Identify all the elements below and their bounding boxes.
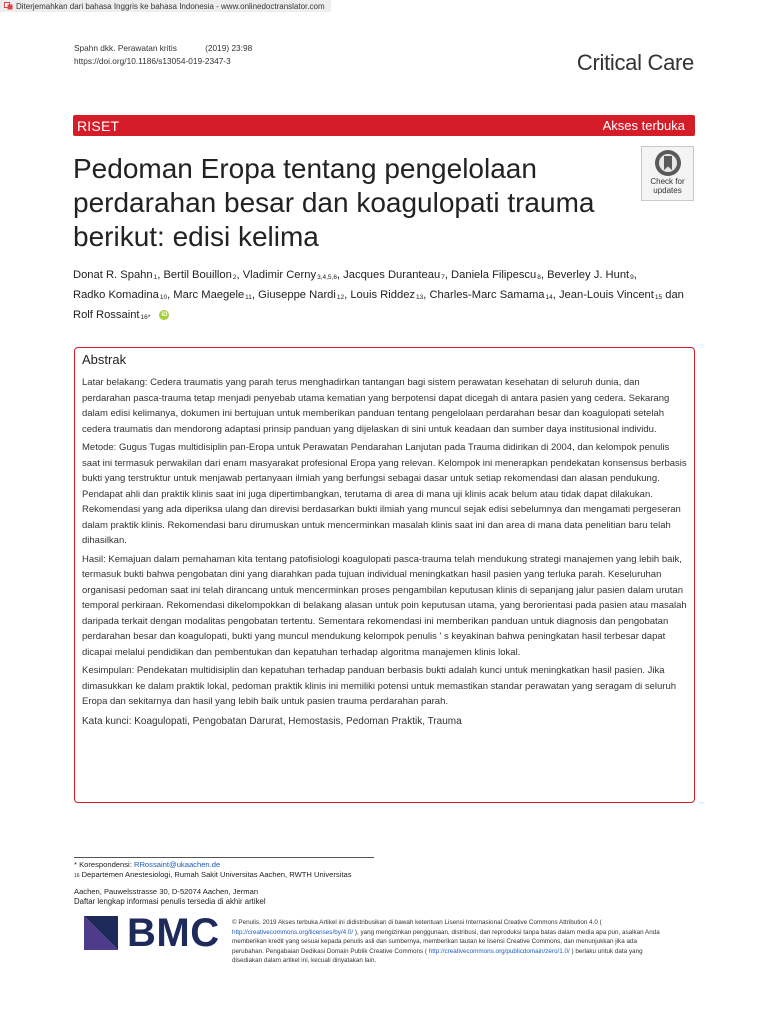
author-name[interactable]: Beverley J. Hunt <box>547 269 630 281</box>
translate-icon <box>4 2 13 10</box>
author-name[interactable]: Daniela Filipescu <box>451 269 537 281</box>
author-separator: , <box>167 289 171 301</box>
check-badge-line1: Check for <box>650 177 685 186</box>
author-affiliation: 10 <box>159 294 168 301</box>
translator-banner-text: Diterjemahkan dari bahasa Inggris ke bahasa Indonesia - www.onlinedoctranslator.com <box>16 1 325 11</box>
doi-link[interactable]: https://doi.org/10.1186/s13054-019-2347-3 <box>74 55 231 66</box>
author-affiliation: 3,4,5,6 <box>317 274 337 281</box>
author-affiliation: 1 <box>153 274 158 281</box>
author-affiliation: 16* <box>140 314 151 321</box>
abstract-box <box>74 347 695 803</box>
license-link-zero[interactable]: http://creativecommons.org/publicdomain/zero/1.0/ <box>428 947 570 955</box>
author-name[interactable]: Bertil Bouillon <box>163 269 232 281</box>
author-separator: , <box>540 269 544 281</box>
bmc-logo-text: BMC <box>127 911 220 955</box>
author-separator: , <box>251 289 256 301</box>
abstract-conclusions: Kesimpulan: Pendekatan multidisiplin dan kepatuhan terhadap panduan berbasis bukti adalah kunci untuk meningkatkan hasil pasien. Jika dimasukkan ke dalam praktik lokal, pedoman praktik klinis ini memiliki potensi untuk memastikan standar perawatan yang seragam di seluruh Eropa dan sekitarnya dan hasil yang lebih baik untuk pasien trauma perdarahan parah. <box>82 665 677 707</box>
full-author-info-note: Daftar lengkap informasi penulis tersedia di akhir artikel <box>74 896 266 906</box>
correspondence-label: * Korespondensi: <box>74 860 132 869</box>
affiliation-address: Aachen, Pauwelsstrasse 30, D-52074 Aachen, Jerman <box>74 887 259 896</box>
author-separator: , <box>157 269 161 281</box>
footnote-divider <box>74 857 374 858</box>
citation: Spahn dkk. Perawatan kritis <box>74 43 177 53</box>
author-affiliation: 9 <box>630 274 634 281</box>
year-volume: (2019) 23:98 <box>205 43 253 53</box>
check-badge-line2: updates <box>653 185 682 195</box>
author-separator: , <box>236 269 240 281</box>
check-for-updates-badge[interactable] <box>641 146 694 201</box>
author-separator: , <box>344 289 348 301</box>
author-list <box>73 266 693 326</box>
author-affiliation: 13 <box>416 294 424 301</box>
author-name[interactable]: Giuseppe Nardi <box>258 289 336 301</box>
abstract-keywords: Kata kunci: Koagulopati, Pengobatan Darurat, Hemostasis, Pedoman Praktik, Trauma <box>82 715 462 727</box>
license-part3: ) berlaku untuk data yang disediakan dalam artikel ini, kecuali dinyatakan lain. <box>232 947 643 965</box>
author-name[interactable]: Rolf Rossaint <box>73 309 140 321</box>
article-type-band <box>73 115 695 136</box>
affiliation-number: 16 <box>74 872 80 879</box>
author-affiliation: 11 <box>245 294 252 301</box>
bookmark-ribbon-icon <box>654 149 682 177</box>
affiliation-text: Departemen Anestesiologi, Rumah Sakit Universitas Aachen, RWTH Universitas <box>81 869 352 879</box>
correspondence-email[interactable]: RRossaint@ukaachen.de <box>133 860 221 869</box>
author-separator: , <box>336 269 341 281</box>
author-name[interactable]: Louis Riddez <box>350 289 416 301</box>
author-name[interactable]: Jean-Louis Vincent <box>558 289 654 301</box>
bmc-logo-mark-icon <box>84 916 118 950</box>
license-link-by[interactable]: http://creativecommons.org/licenses/by/4.0/ <box>232 928 354 936</box>
author-separator: dan <box>662 289 684 301</box>
author-name[interactable]: Marc Maegele <box>173 289 245 301</box>
abstract-methods: Metode: Gugus Tugas multidisiplin pan-Eropa untuk Perawatan Pendarahan Lanjutan pada Trauma didirikan di 2004, dan kelompok penulis saat ini termasuk perwakilan dari enam masyarakat profesional Eropa yang relevan. Kelompok ini menerapkan pendekatan konsensus berbasis bukti yang terstruktur untuk menjawab pertanyaan ilmiah yang berfungsi sebagai dasar untuk setiap rekomendasi dan alasan pendukung. Pendapat ahli dan praktik klinis saat ini juga dipertimbangkan, terutama di area di mana uji klinis acak belum atau tidak dapat dilakukan. Rekomendasi yang ada diperiksa ulang dan direvisi berdasarkan bukti ilmiah yang muncul sejak edisi sebelumnya dan mengamati pergeseran dalam praktik klinis. Rekomendasi baru dirumuskan untuk mencerminkan masalah klinis saat ini dan area di mana data penelitian baru telah dihasilkan. <box>82 442 687 546</box>
license-part2: ), yang mengizinkan penggunaan, distribusi, dan reproduksi tanpa batas dalam media apa pun, asalkan Anda memberikan kredit yang sesuai kepada penulis asli dan sumbernya, memberikan tautan ke lisensi Creative Commons, dan menunjukkan jika ada perubahan. Pengabaian Dedikasi Domain Publik Creative Commons ( <box>232 928 660 955</box>
open-access-label: Akses terbuka <box>602 118 685 133</box>
author-name[interactable]: Donat R. Spahn <box>73 269 153 281</box>
author-name[interactable]: Charles-Marc Samama <box>429 289 545 301</box>
translator-banner[interactable] <box>0 0 331 12</box>
bmc-logo <box>84 913 220 953</box>
author-separator: , <box>444 269 448 281</box>
author-separator: , <box>633 269 637 281</box>
abstract-heading: Abstrak <box>82 352 127 367</box>
abstract-background: Latar belakang: Cedera traumatis yang parah terus menghadirkan tantangan bagi sistem perawatan kesehatan di seluruh dunia, dan perdarahan pasca-trauma tetap menjadi penyebab utama kematian yang berpotensi dapat dicegah di antara pasien yang cedera. Sekarang dalam edisi kelimanya, dokumen ini bertujuan untuk memberikan panduan tentang pengelolaan perdarahan besar dan koagulopati setelah cedera traumatis dan mendorong adaptasi prinsip panduan yang dijelaskan di sini untuk keadaan dan sumber daya institusional individu. <box>82 377 670 435</box>
orcid-icon[interactable]: iD <box>161 312 168 319</box>
author-affiliation: 2 <box>232 274 237 281</box>
journal-name: Critical Care <box>576 50 694 75</box>
footnotes <box>74 860 384 906</box>
author-affiliation: 12 <box>336 294 345 301</box>
author-name[interactable]: Vladimir Cerny <box>242 269 317 281</box>
abstract-results: Hasil: Kemajuan dalam pemahaman kita tentang patofisiologi koagulopati pasca-trauma telah mendukung strategi manajemen yang lebih baik, termasuk bukti bahwa pengobatan dini yang diarahkan pada tujuan individual meningkatkan hasil pasien yang terluka parah. Keseluruhan organisasi pedoman saat ini telah dirancang untuk mencerminkan proses pengambilan keputusan klinis di sepanjang jalur pasien dalam urutan temporal perkiraan. Rekomendasi dikelompokkan di belakang alasan untuk poin keputusan utama, yang berorientasi pada pasien atau masalah daripada terkait dengan modalitas pengobatan tertentu. Sementara rekomendasi ini memberikan panduan untuk diagnosis dan pengobatan perdarahan besar dan koagulopati, bukti yang muncul mendukung kelompok penulis ' s keyakinan bahwa peningkatan hasil terbesar dapat dicapai melalui pendidikan dan pembentukan dan kepatuhan terhadap algoritma manajemen klinis lokal. <box>82 553 687 658</box>
author-name[interactable]: Jacques Duranteau <box>343 269 441 281</box>
author-affiliation: 14 <box>545 294 553 301</box>
author-affiliation: 8 <box>537 274 541 281</box>
article-title: Pedoman Eropa tentang pengelolaan perdarahan besar dan koagulopati trauma berikut: edisi kelima <box>73 153 595 252</box>
author-affiliation: 15 <box>654 294 663 301</box>
author-name[interactable]: Radko Komadina <box>73 289 159 301</box>
author-separator: , <box>552 289 556 301</box>
license-text <box>232 918 668 966</box>
author-separator: , <box>423 289 427 301</box>
license-part1: © Penulis. 2019 Akses terbuka Artikel ini didistribusikan di bawah ketentuan Lisensi Internasional Creative Commons Attribution 4.0 ( <box>232 919 602 926</box>
article-meta <box>74 42 252 67</box>
article-type: RISET <box>77 117 120 134</box>
author-affiliation: 7 <box>441 274 445 281</box>
